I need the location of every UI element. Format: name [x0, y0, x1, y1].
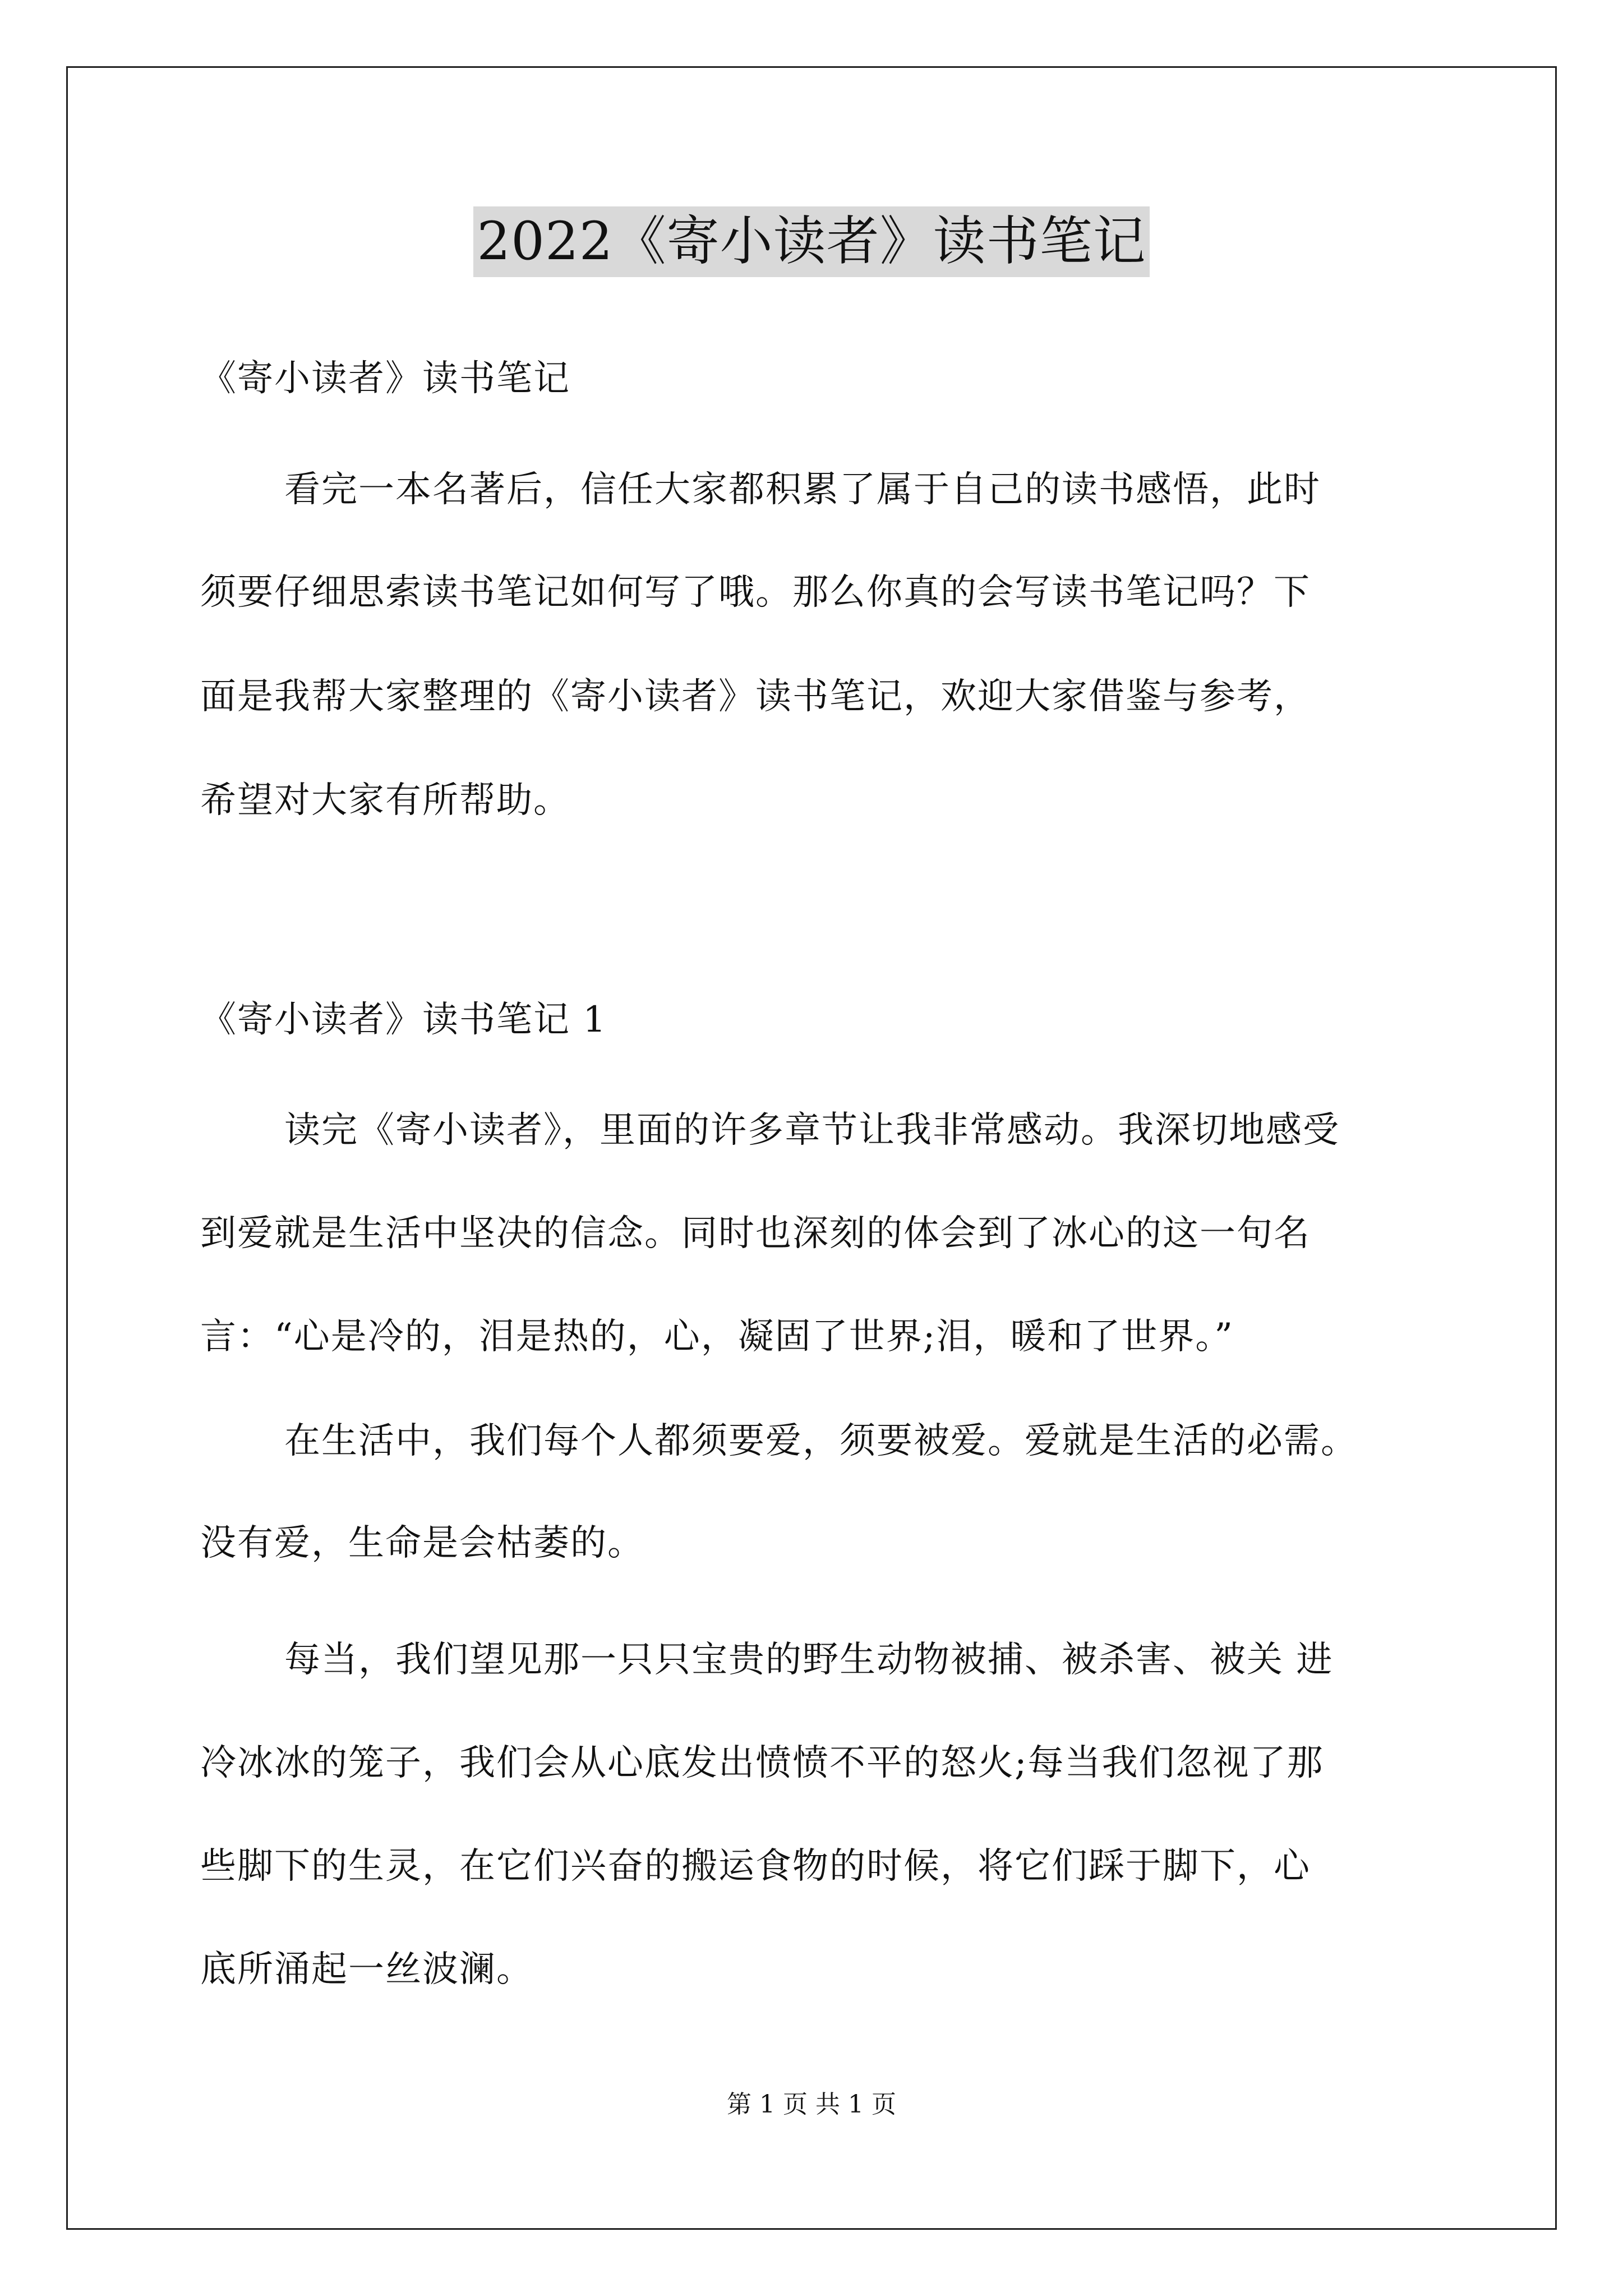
section-paragraph-line: 在生活中，我们每个人都须要爱，须要被爱。爱就是生活的必需。 — [284, 1420, 1358, 1462]
section-paragraph-line: 到爱就是生活中坚决的信念。同时也深刻的体会到了冰心的这一句名 — [200, 1213, 1311, 1254]
section-heading: 《寄小读者》读书笔记 1 — [200, 999, 607, 1041]
title-container — [0, 206, 1623, 277]
intro-paragraph-line: 面是我帮大家整理的《寄小读者》读书笔记，欢迎大家借鉴与参考， — [200, 676, 1311, 717]
document-title: 2022《寄小读者》读书笔记 — [473, 206, 1149, 277]
section-paragraph-line: 读完《寄小读者》，里面的许多章节让我非常感动。我深切地感受 — [284, 1110, 1340, 1151]
section-paragraph-line: 些脚下的生灵，在它们兴奋的搬运食物的时候，将它们踩于脚下，心 — [200, 1846, 1311, 1887]
section-paragraph-line: 冷冰冰的笼子，我们会从心底发出愤愤不平的怒火;每当我们忽视了那 — [200, 1742, 1324, 1784]
intro-paragraph-line: 须要仔细思索读书笔记如何写了哦。那么你真的会写读书笔记吗？下 — [200, 572, 1311, 613]
section-paragraph-line: 底所涌起一丝波澜。 — [200, 1949, 533, 1990]
intro-heading: 《寄小读者》读书笔记 — [200, 358, 570, 399]
section-paragraph-line: 没有爱，生命是会枯萎的。 — [200, 1522, 644, 1564]
intro-paragraph-line: 看完一本名著后，信任大家都积累了属于自己的读书感悟，此时 — [284, 469, 1321, 510]
page-footer: 第 1 页 共 1 页 — [727, 2090, 896, 2119]
intro-paragraph-line: 希望对大家有所帮助。 — [200, 780, 570, 821]
section-paragraph-line: 每当，我们望见那一只只宝贵的野生动物被捕、被杀害、被关 进 — [284, 1639, 1334, 1681]
section-paragraph-line: 言：“心是冷的，泪是热的，心，凝固了世界;泪，暖和了世界。” — [200, 1316, 1234, 1358]
